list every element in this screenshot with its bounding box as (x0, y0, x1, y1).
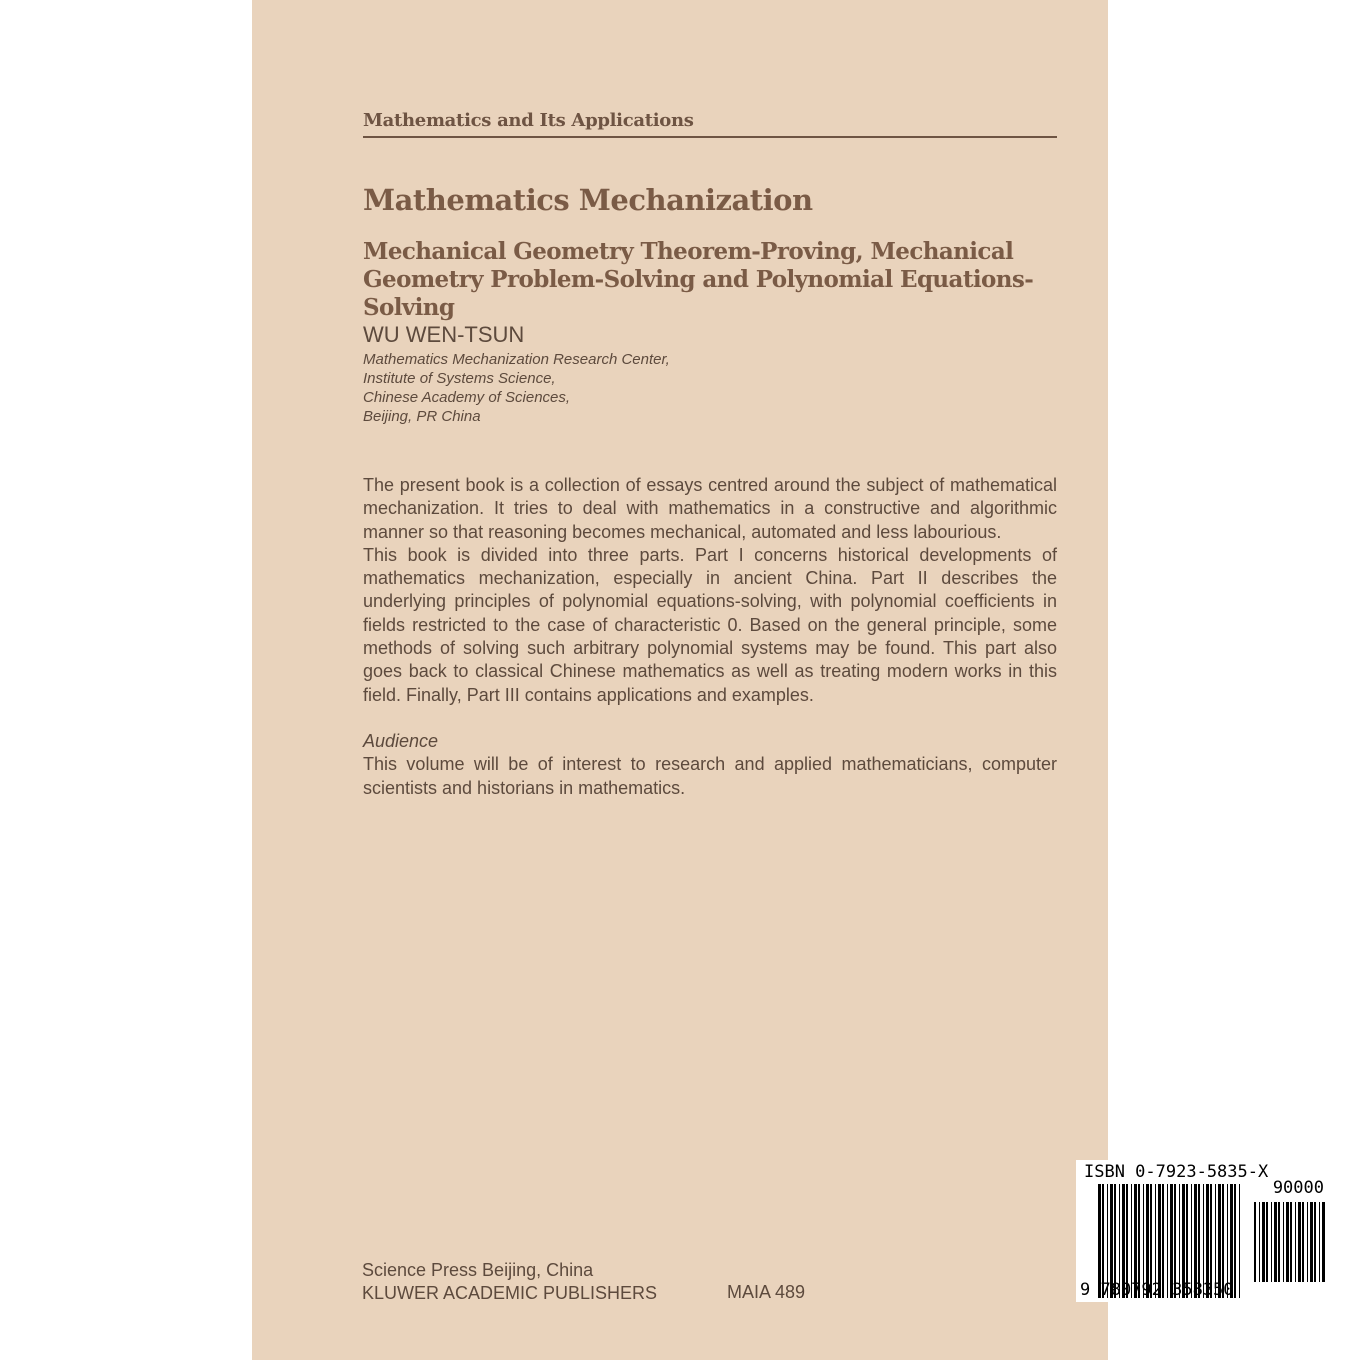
barcode-bar (1259, 1202, 1260, 1282)
barcode-bar (1302, 1202, 1304, 1282)
isbn-text: ISBN 0-7923-5835-X (1084, 1162, 1269, 1182)
barcode-bar (1322, 1202, 1325, 1282)
barcode-bar (1286, 1202, 1289, 1282)
book-subtitle: Mechanical Geometry Theorem-Proving, Mechanical Geometry Problem-Solving and Polynomial Equations-Solving (363, 238, 1034, 321)
barcode-bar (1254, 1202, 1256, 1282)
barcode-bar (1234, 1184, 1236, 1298)
series-divider (363, 136, 1057, 138)
barcode-bar (1307, 1202, 1308, 1282)
barcode-bar (1266, 1202, 1268, 1282)
publisher-line: Science Press Beijing, China (362, 1260, 594, 1280)
series-number: MAIA 489 (727, 1282, 806, 1302)
description-paragraph: The present book is a collection of essays centred around the subject of mathematical mechanization. It tries to deal with mathematics in a constructive and algorithmic manner so that reasoning becomes mechanical, automated and less labourious. (363, 475, 1057, 542)
series-name: Mathematics and Its Applications (363, 110, 694, 131)
audience-text: This volume will be of interest to research and applied mathematicians, computer scientists and historians in mathematics. (363, 754, 1057, 798)
barcode-bar (1319, 1202, 1320, 1282)
author-name: WU WEN-TSUN (363, 322, 525, 347)
description (363, 474, 1057, 800)
affiliation-line: Institute of Systems Science, (363, 370, 556, 387)
description-paragraph: This book is divided into three parts. Part I concerns historical developments of mathematics mechanization, especially in ancient China. Part II describes the underlying principles of polynomial equations-solving, with polynomial coefficients in fields restricted to the case of characteristic 0. Based on the general principle, some methods of solving such arbitrary polynomial systems may be found. This part also goes back to classical Chinese mathematics as well as treating modern works in this field. Finally, Part III contains applications and examples. (363, 544, 1057, 705)
isbn-barcode (1076, 1160, 1328, 1302)
barcode-bar (1271, 1202, 1272, 1282)
barcode-bar (1283, 1202, 1284, 1282)
affiliation-line: Beijing, PR China (363, 408, 481, 425)
barcode-bar (1310, 1202, 1313, 1282)
publisher (362, 1259, 657, 1305)
author-affiliation (363, 350, 670, 426)
barcode-bar (1295, 1202, 1296, 1282)
book-title: Mathematics Mechanization (363, 183, 813, 217)
price-code: 90000 (1272, 1178, 1324, 1198)
barcode-bar (1239, 1184, 1240, 1298)
publisher-line: KLUWER ACADEMIC PUBLISHERS (362, 1283, 658, 1303)
barcode-bar (1290, 1202, 1292, 1282)
barcode-bar (1278, 1202, 1280, 1282)
affiliation-line: Mathematics Mechanization Research Center, (363, 351, 670, 368)
affiliation-line: Chinese Academy of Sciences, (363, 389, 571, 406)
audience-heading: Audience (363, 730, 439, 751)
barcode-bar (1274, 1202, 1277, 1282)
book-back-cover (252, 0, 1324, 1360)
barcode-bar (1314, 1202, 1316, 1282)
barcode-bar (1262, 1202, 1265, 1282)
ean-number: 9 780792 358350 (1080, 1280, 1234, 1300)
barcode-bar (1298, 1202, 1301, 1282)
